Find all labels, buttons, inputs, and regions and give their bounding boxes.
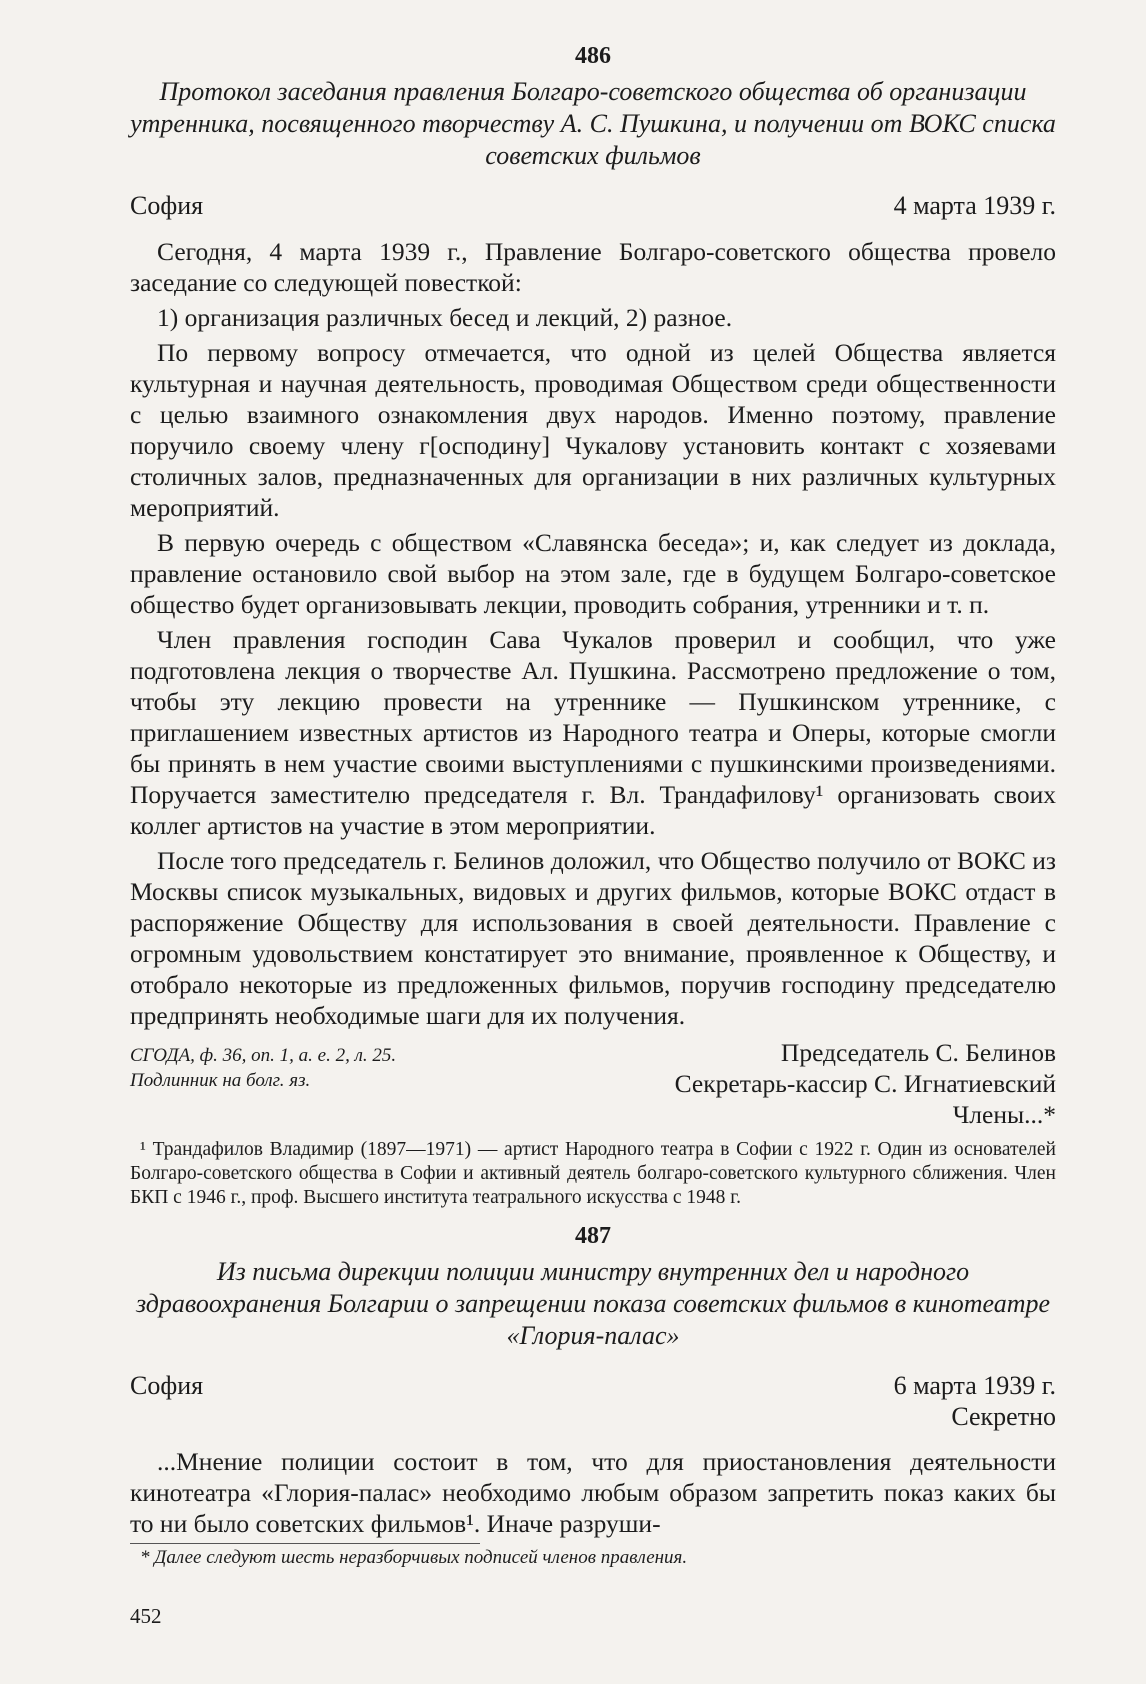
archive-reference: СГОДА, ф. 36, оп. 1, а. е. 2, л. 25. (130, 1045, 397, 1066)
paragraph: В первую очередь с обществом «Славянска беседа»; и, как следует из доклада, правление остановило свой выбор на этом зале, где в будущем Болгаро-советское общество будет организовывать лекции, проводить собрания, утренники и т. п. (130, 528, 1056, 619)
signer-secretary: Секретарь-кассир С. Игнатиевский (674, 1069, 1056, 1098)
source-and-signatures (130, 1037, 1056, 1130)
document-title: Из письма дирекции полиции министру внутренних дел и народного здравоохранения Болгарии о запрещении показа советских фильмов в кинотеатре «Глория-палас» (135, 1257, 1051, 1350)
paragraph: ...Мнение полиции состоит в том, что для приостановления деятельности кинотеатра «Глория-палас» необходимо любым образом запретить показ каких бы то ни было советских фильмов¹. Иначе разруши- (130, 1447, 1056, 1538)
place: София (130, 1371, 204, 1400)
footnote-divider (130, 1543, 480, 1544)
footnote: * Далее следуют шесть неразборчивых подписей членов правления. (140, 1547, 688, 1568)
paragraph: 1) организация различных бесед и лекций, 2) разное. (157, 303, 733, 332)
classification-mark: Секретно (951, 1402, 1056, 1431)
page-number: 452 (130, 1604, 162, 1628)
paragraph: После того председатель г. Белинов доложил, что Общество получило от ВОКС из Москвы список музыкальных, видовых и других фильмов, которые ВОКС отдаст в распоряжение Обществу для использования в своей деятельности. Правление с огромным удовольствием констатирует это внимание, проявленное к Обществу, и отобрало некоторые из предложенных фильмов, поручив господину председателю предпринять необходимые шаги для их получения. (130, 846, 1056, 1030)
signatures (675, 1037, 1056, 1130)
signer-members: Члены...* (952, 1100, 1056, 1129)
document-487 (130, 1222, 1056, 1539)
document-number: 487 (575, 1223, 611, 1249)
date: 6 марта 1939 г. (893, 1371, 1056, 1400)
archive-source (130, 1037, 396, 1130)
dateline (130, 1370, 1056, 1402)
footnote: ¹ Трандафилов Владимир (1897—1971) — артист Народного театра в Софии с 1922 г. Один из основателей Болгаро-советского общества в Софии и активный деятель болгаро-советского культурного сближения. Член БКП с 1946 г., проф. Высшего института театрального искусства с 1948 г. (130, 1139, 1056, 1208)
document-title: Протокол заседания правления Болгаро-советского общества об организации утренника, посвященного творчеству А. С. Пушкина, и получении от ВОКС списка советских фильмов (130, 77, 1056, 170)
paragraph: Сегодня, 4 марта 1939 г., Правление Болгаро-советского общества провело заседание со следующей повесткой: (130, 237, 1056, 297)
document-number: 486 (575, 43, 611, 69)
signer-chairman: Председатель С. Белинов (780, 1038, 1056, 1067)
place: София (130, 191, 204, 220)
date: 4 марта 1939 г. (893, 191, 1056, 220)
dateline (130, 190, 1056, 222)
paragraph: По первому вопросу отмечается, что одной из целей Общества является культурная и научная деятельность, проводимая Обществом среди общественности с целью взаимного ознакомления двух народов. Именно поэтому, правление поручило своему члену г[осподину] Чукалову установить контакт с хозяевами столичных залов, предназначенных для организации в них различных культурных мероприятий. (130, 338, 1056, 522)
document-486 (130, 42, 1056, 1210)
paragraph: Член правления господин Сава Чукалов проверил и сообщил, что уже подготовлена лекция о творчестве Ал. Пушкина. Рассмотрено предложение о том, чтобы эту лекцию провести на утреннике — Пушкинском утреннике, с приглашением известных артистов из Народного театра и Оперы, которые смогли бы принять в нем участие своими выступлениями с пушкинскими произведениями. Поручается заместителю председателя г. Вл. Трандафилову¹ организовать своих коллег артистов на участие в этом мероприятии. (130, 625, 1056, 840)
original-language-note: Подлинник на болг. яз. (130, 1070, 311, 1091)
